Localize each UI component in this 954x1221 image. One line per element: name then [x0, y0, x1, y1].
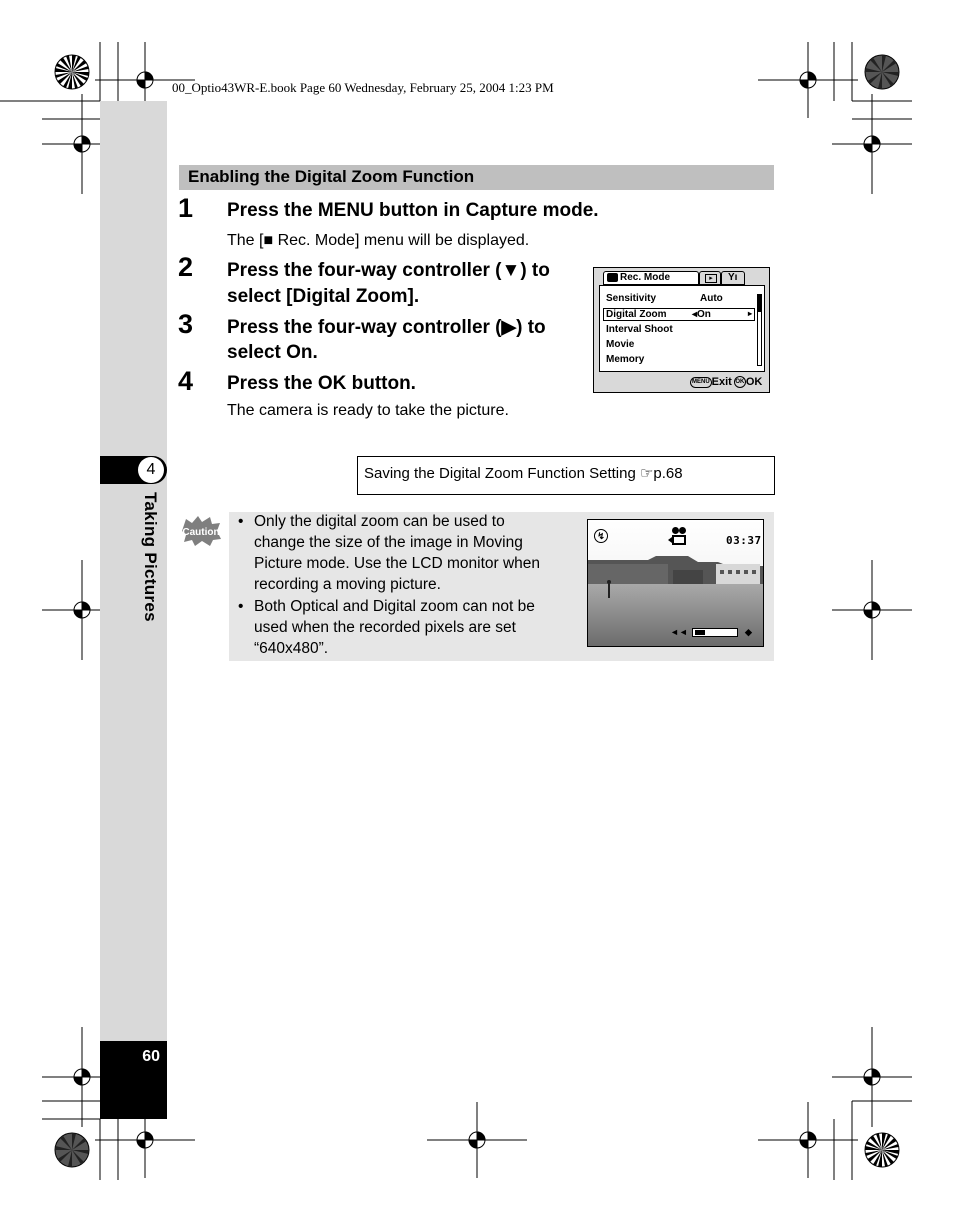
page-number: 60 [142, 1048, 160, 1065]
menu-item-interval-shoot: Interval Shoot [606, 324, 673, 335]
step-4-number: 4 [178, 366, 194, 396]
caution-bullet-2-line-1: Both Optical and Digital zoom can not be [254, 598, 535, 615]
ok-key-icon: OK [734, 376, 746, 388]
camera-icon [607, 273, 618, 282]
step-1-note: The [■ Rec. Mode] menu will be displayed. [227, 232, 530, 249]
step-1-text: Press the MENU button in Capture mode. [227, 200, 599, 221]
chapter-number: 4 [138, 457, 164, 483]
step-1-number: 1 [178, 193, 194, 223]
caution-bullet-1-line-2: change the size of the image in Moving [254, 534, 523, 551]
menu-item-sensitivity: Sensitivity [606, 293, 657, 304]
caution-bullet-1-line-3: Picture mode. Use the LCD monitor when [254, 555, 541, 572]
setup-tab [721, 271, 745, 285]
step-2-number: 2 [178, 252, 194, 282]
menu-value-digital-zoom: ◂On [692, 309, 711, 320]
tele-zoom-icon: ◆ [745, 627, 752, 637]
recording-time: 03:37 [726, 534, 762, 547]
caution-bullet-2-line-3: “640x480”. [254, 640, 329, 657]
zoom-bar [692, 628, 738, 637]
playback-icon: ▸ [705, 274, 717, 283]
wide-zoom-icon: ◄◄ [670, 627, 688, 637]
step-3-number: 3 [178, 309, 194, 339]
chapter-title: Taking Pictures [141, 492, 160, 622]
caution-bullet-1-line-4: recording a moving picture. [254, 576, 441, 593]
reference-text: Saving the Digital Zoom Function Setting ☞p.68 [364, 465, 683, 482]
flash-off-icon: ↯ [594, 529, 608, 543]
menu-item-digital-zoom: Digital Zoom [606, 309, 667, 320]
exit-label: Exit [711, 376, 732, 388]
right-arrow-icon: ▸ [748, 309, 753, 318]
zoom-bar-fill [695, 630, 705, 635]
caution-bullet-2-line-2: used when the recorded pixels are set [254, 619, 516, 636]
caution-icon [180, 515, 222, 547]
menu-item-movie: Movie [606, 339, 635, 350]
step-2-line-1: Press the four-way controller (▼) to [227, 260, 550, 281]
menu-footer [690, 376, 764, 388]
rec-mode-tab [603, 271, 699, 285]
step-4-note: The camera is ready to take the picture. [227, 402, 509, 419]
step-3-line-1: Press the four-way controller (▶) to [227, 317, 546, 338]
menu-value-sensitivity: Auto [700, 293, 723, 304]
caution-bullet-1-line-1: Only the digital zoom can be used to [254, 513, 505, 530]
playback-tab [699, 271, 721, 285]
step-3-line-2: select On. [227, 342, 318, 363]
file-header: 00_Optio43WR-E.book Page 60 Wednesday, February 25, 2004 1:23 PM [172, 80, 554, 95]
section-title: Enabling the Digital Zoom Function [188, 167, 475, 186]
caution-bullet-1-marker: • [238, 513, 244, 530]
ok-label: OK [745, 376, 763, 388]
caution-badge-label: Caution [182, 527, 220, 538]
step-4-text: Press the OK button. [227, 373, 416, 394]
wrench-icon: Yı [728, 272, 738, 283]
menu-scrollbar-thumb [757, 294, 762, 312]
caution-bullet-2-marker: • [238, 598, 244, 615]
menu-item-memory: Memory [606, 354, 645, 365]
menu-key-icon: MENU [690, 377, 712, 388]
rec-mode-tab-label: Rec. Mode [620, 272, 671, 283]
step-2-line-2: select [Digital Zoom]. [227, 286, 420, 307]
